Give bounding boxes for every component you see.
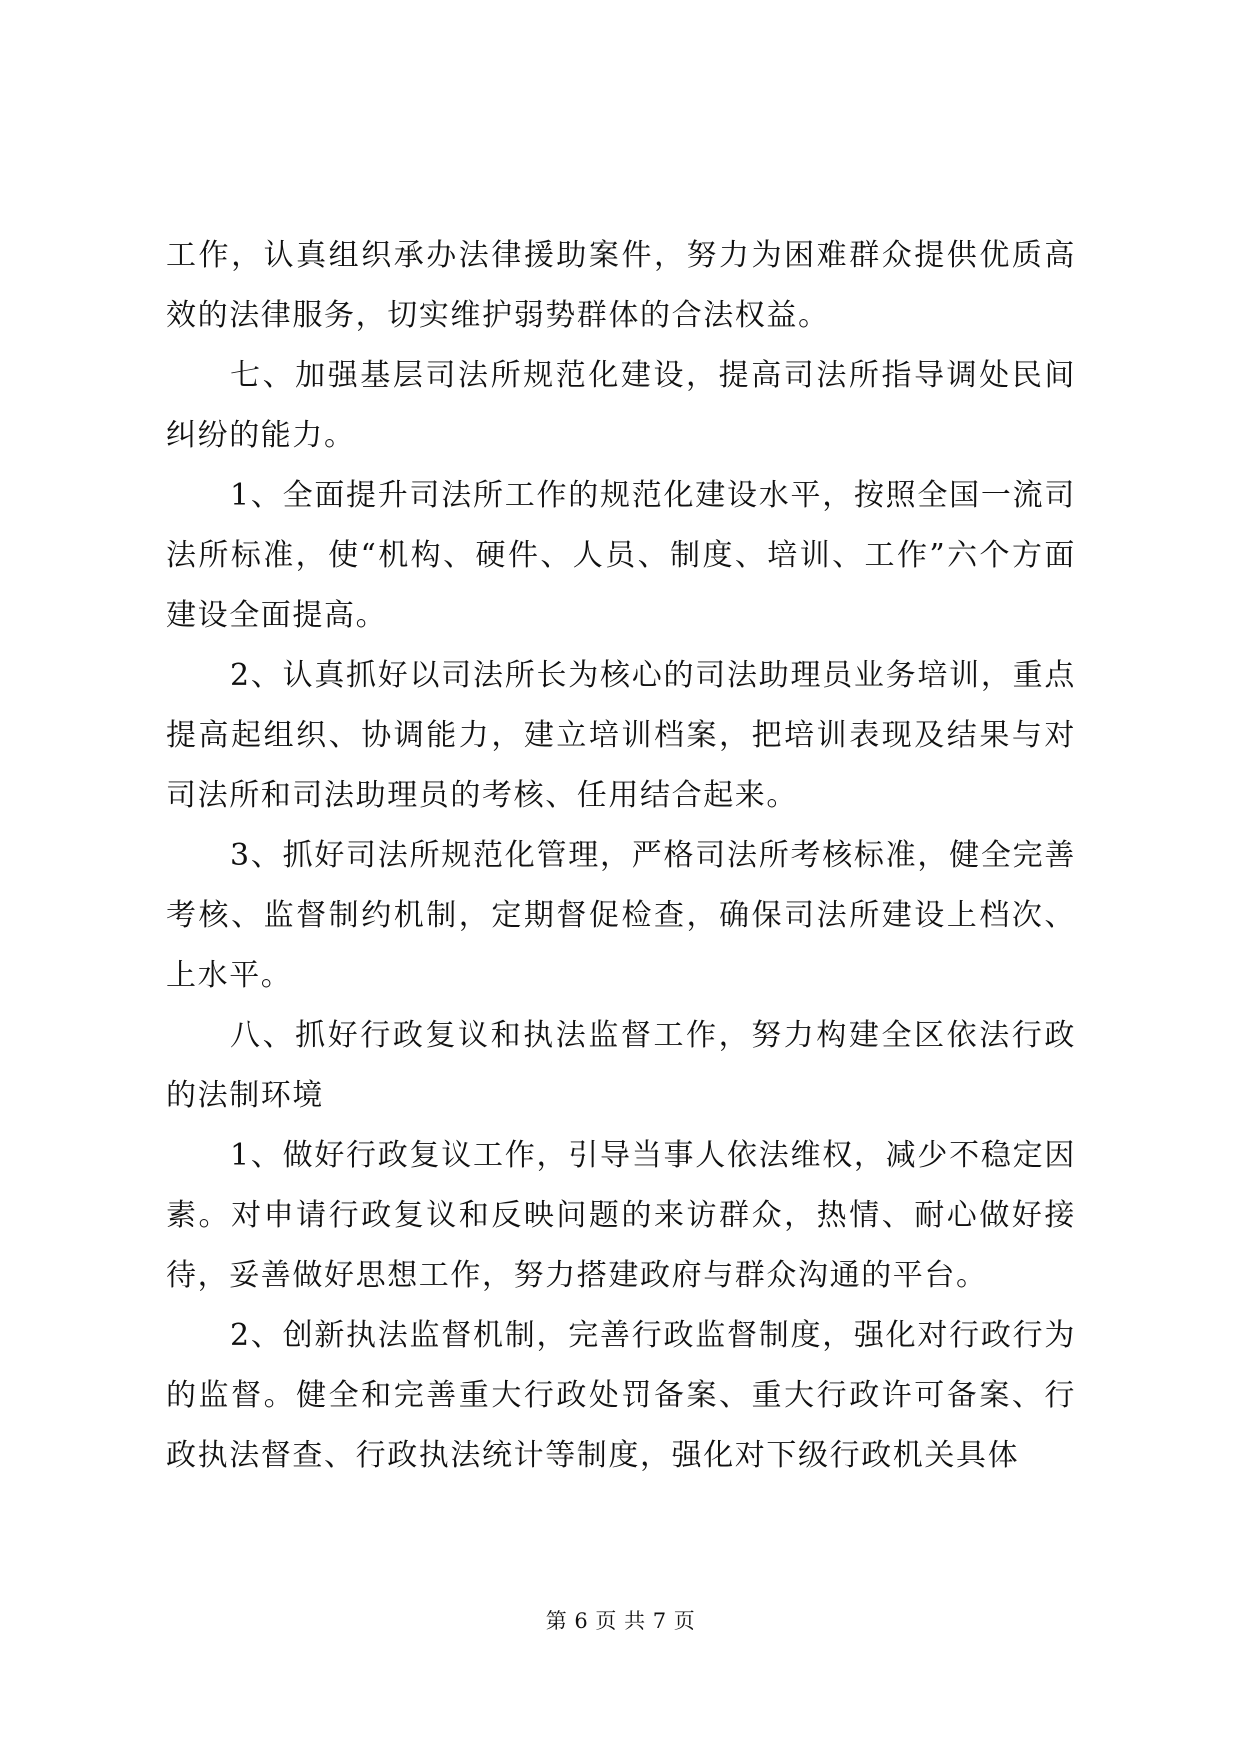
- paragraph-item-2: 2、创新执法监督机制，完善行政监督制度，强化对行政行为的监督。健全和完善重大行政处罚备案、重大行政许可备案、行政执法督查、行政执法统计等制度，强化对下级行政机关具体: [166, 1318, 1076, 1473]
- paragraph-item-1: 1、全面提升司法所工作的规范化建设水平，按照全国一流司法所标准，使“机构、硬件、人员、制度、培训、工作”六个方面建设全面提高。: [166, 478, 1076, 633]
- document-body: [166, 226, 1076, 1486]
- paragraph-continuation: 工作，认真组织承办法律援助案件，努力为困难群众提供优质高效的法律服务，切实维护弱势群体的合法权益。: [166, 238, 1076, 333]
- page-number-footer: 第 6 页 共 7 页: [545, 1609, 696, 1633]
- paragraph-item-2: 2、认真抓好以司法所长为核心的司法助理员业务培训，重点提高起组织、协调能力，建立培训档案，把培训表现及结果与对司法所和司法助理员的考核、任用结合起来。: [166, 658, 1076, 813]
- paragraph-item-1: 1、做好行政复议工作，引导当事人依法维权，减少不稳定因素。对申请行政复议和反映问题的来访群众，热情、耐心做好接待，妥善做好思想工作，努力搭建政府与群众沟通的平台。: [166, 1138, 1076, 1293]
- section-heading-eight: 八、抓好行政复议和执法监督工作，努力构建全区依法行政的法制环境: [166, 1018, 1076, 1113]
- section-heading-seven: 七、加强基层司法所规范化建设，提高司法所指导调处民间纠纷的能力。: [166, 358, 1076, 453]
- paragraph-item-3: 3、抓好司法所规范化管理，严格司法所考核标准，健全完善考核、监督制约机制，定期督促检查，确保司法所建设上档次、上水平。: [166, 838, 1076, 993]
